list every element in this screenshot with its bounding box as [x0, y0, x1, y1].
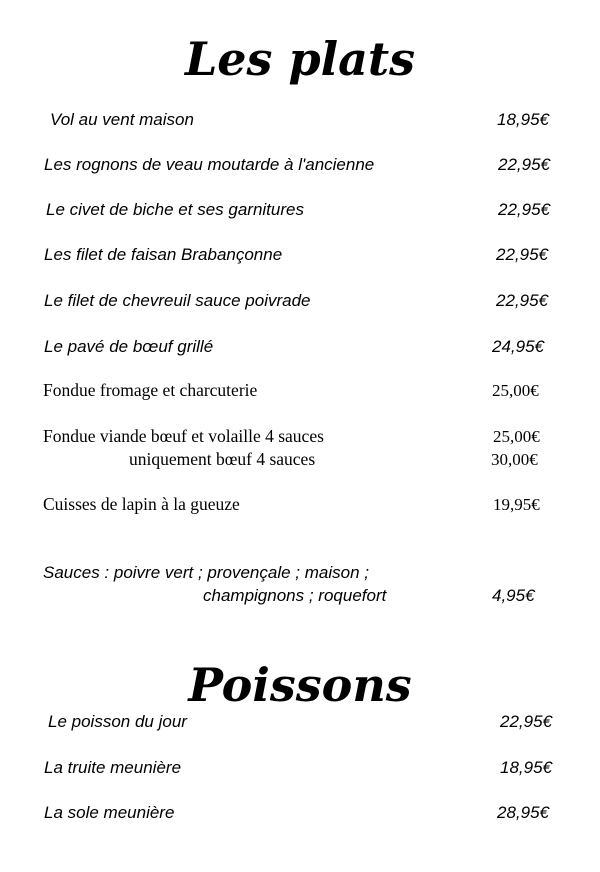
sauces-price: 4,95€ — [492, 586, 535, 605]
menu-item-name: Fondue fromage et charcuterie — [43, 380, 258, 400]
menu-item-price: 18,95€ — [497, 110, 549, 129]
menu-item-name: Le civet de biche et ses garnitures — [46, 200, 304, 219]
menu-item-name: Les rognons de veau moutarde à l'ancienne — [44, 155, 375, 174]
menu-item-name: La sole meunière — [44, 803, 175, 822]
section-title-les-plats: Les plats — [184, 32, 416, 86]
menu-item-price: 18,95€ — [500, 758, 552, 777]
menu-item-price: 24,95€ — [492, 337, 544, 356]
menu-item-name: Fondue viande bœuf et volaille 4 sauces — [43, 426, 324, 446]
menu-item-price: 25,00€ — [493, 427, 540, 446]
menu-item-name: La truite meunière — [44, 758, 182, 777]
menu-item-price: 22,95€ — [498, 200, 550, 219]
menu-item-price: 22,95€ — [496, 291, 548, 310]
menu-item-price: 30,00€ — [491, 450, 538, 469]
sauces-line-2: champignons ; roquefort — [203, 586, 387, 605]
menu-item-name: Cuisses de lapin à la gueuze — [43, 494, 240, 514]
menu-item-name: Le filet de chevreuil sauce poivrade — [44, 291, 311, 310]
menu-item-name: uniquement bœuf 4 sauces — [129, 449, 316, 469]
menu-item-name: Le pavé de bœuf grillé — [44, 337, 214, 356]
menu-item-name: Vol au vent maison — [50, 110, 194, 129]
menu-item-name: Le poisson du jour — [48, 712, 187, 731]
menu-item-name: Les filet de faisan Brabançonne — [44, 245, 283, 264]
menu-item-price: 28,95€ — [497, 803, 549, 822]
menu-item-price: 22,95€ — [500, 712, 552, 731]
menu-item-price: 22,95€ — [496, 245, 548, 264]
menu-item-price: 25,00€ — [492, 381, 539, 400]
menu-item-price: 22,95€ — [498, 155, 550, 174]
menu-item-price: 19,95€ — [493, 495, 540, 514]
section-title-poissons: Poissons — [188, 658, 412, 712]
sauces-line-1: Sauces : poivre vert ; provençale ; maison ; — [43, 563, 369, 582]
